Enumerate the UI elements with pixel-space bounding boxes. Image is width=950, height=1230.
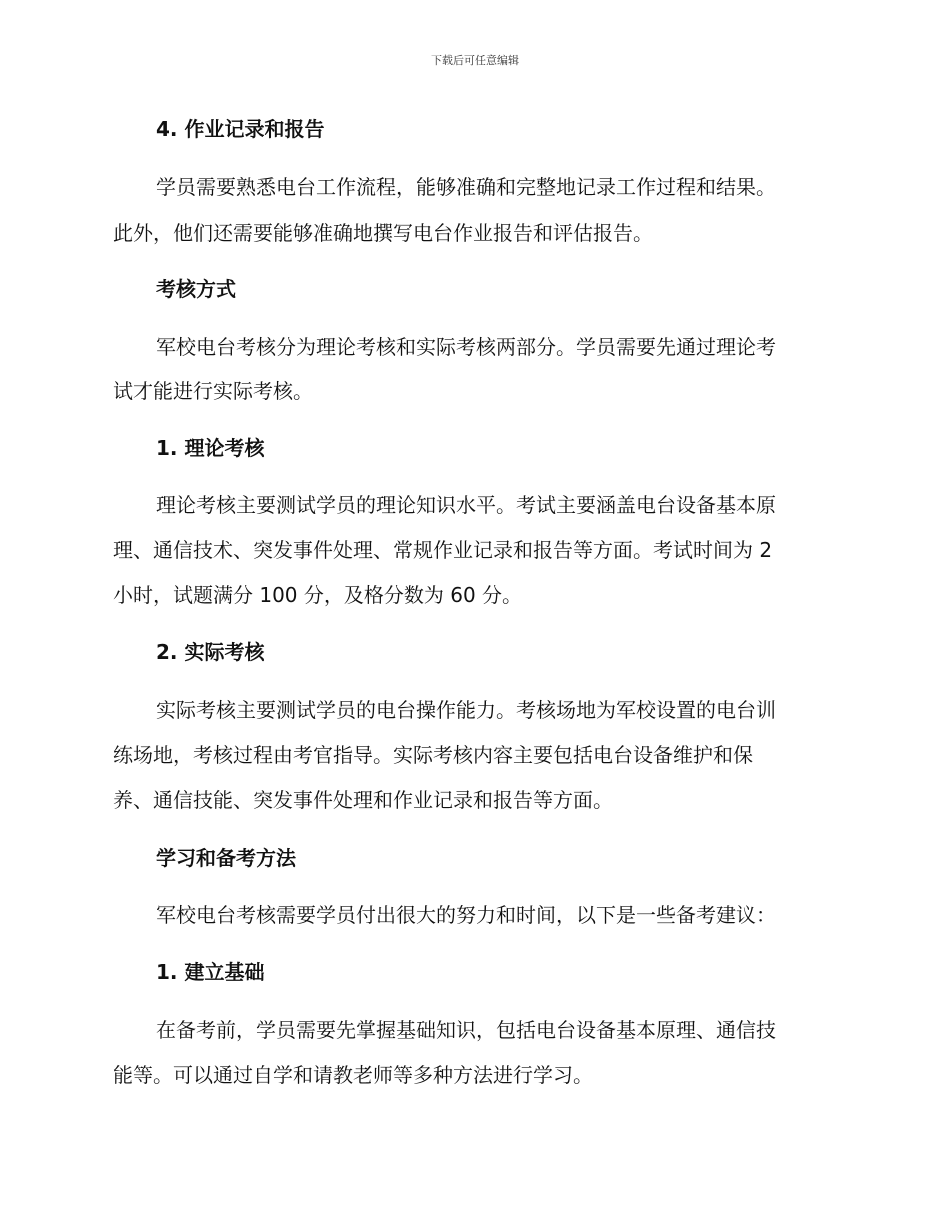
paragraph-line: 理、通信技术、突发事件处理、常规作业记录和报告等方面。考试时间为 2 bbox=[113, 538, 773, 562]
paragraph-line: 此外，他们还需要能够准确地撰写电台作业报告和评估报告。 bbox=[113, 221, 653, 245]
paragraph-line: 试才能进行实际考核。 bbox=[113, 379, 313, 403]
section-heading: 1. 理论考核 bbox=[156, 436, 265, 460]
paragraph-line: 在备考前，学员需要先掌握基础知识，包括电台设备基本原理、通信技 bbox=[156, 1018, 776, 1042]
section-heading: 学习和备考方法 bbox=[156, 846, 296, 870]
paragraph-line: 学员需要熟悉电台工作流程，能够准确和完整地记录工作过程和结果。 bbox=[156, 175, 776, 199]
section-heading: 4. 作业记录和报告 bbox=[156, 117, 325, 141]
paragraph-line: 理论考核主要测试学员的理论知识水平。考试主要涵盖电台设备基本原 bbox=[156, 493, 776, 517]
section-heading: 2. 实际考核 bbox=[156, 640, 265, 664]
paragraph-line: 小时，试题满分 100 分，及格分数为 60 分。 bbox=[113, 583, 523, 607]
paragraph-line: 实际考核主要测试学员的电台操作能力。考核场地为军校设置的电台训 bbox=[156, 698, 776, 722]
paragraph-line: 练场地，考核过程由考官指导。实际考核内容主要包括电台设备维护和保 bbox=[113, 743, 753, 767]
section-heading: 考核方式 bbox=[156, 277, 236, 301]
page-header: 下载后可任意编辑 bbox=[431, 54, 519, 67]
paragraph-line: 能等。可以通过自学和请教老师等多种方法进行学习。 bbox=[113, 1063, 593, 1087]
section-heading: 1. 建立基础 bbox=[156, 960, 265, 984]
paragraph-line: 军校电台考核需要学员付出很大的努力和时间，以下是一些备考建议： bbox=[156, 903, 776, 927]
paragraph-line: 军校电台考核分为理论考核和实际考核两部分。学员需要先通过理论考 bbox=[156, 335, 776, 359]
paragraph-line: 养、通信技能、突发事件处理和作业记录和报告等方面。 bbox=[113, 788, 613, 812]
